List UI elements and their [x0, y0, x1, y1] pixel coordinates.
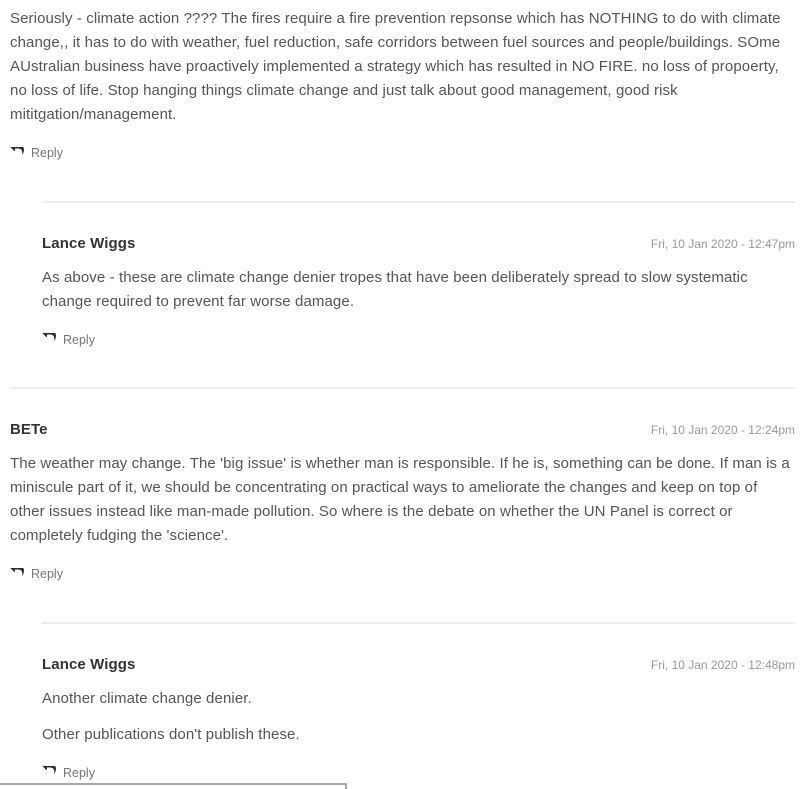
- reply-icon: [10, 147, 24, 161]
- comment-author: BETe: [10, 421, 48, 438]
- comment: [10, 420, 795, 587]
- comment-date: Fri, 10 Jan 2020 - 12:47pm: [650, 236, 795, 251]
- comment-text: The weather may change. The 'big issue' is whether man is responsible. If he is, something can be done. If man is a miniscule part of it, we should be concentrating on practical ways to ameliorate the changes and keep on top of other issues instead like man-made pollution. So where is the debate on whether the UN Panel is correct or completely fudging the 'science'.: [10, 455, 790, 544]
- comment-header: [42, 655, 795, 675]
- comment-divider: [42, 622, 795, 624]
- reply-link[interactable]: [10, 146, 63, 161]
- comment-date: Fri, 10 Jan 2020 - 12:24pm: [650, 423, 795, 437]
- comment-author: Lance Wiggs: [42, 234, 136, 252]
- reply-icon: [42, 766, 56, 780]
- reply-link[interactable]: [10, 567, 63, 582]
- reply-link[interactable]: [42, 333, 95, 348]
- comment-header: [42, 234, 795, 254]
- reply-row: [42, 333, 795, 353]
- comment-divider: [42, 201, 795, 203]
- comment: [42, 234, 795, 353]
- comment-header: [10, 420, 795, 440]
- comment-text: Seriously - climate action ???? The fires require a fire prevention repsonse which has NOTHING to do with climate change,, it has to do with weather, fuel reduction, safe corridors between fuel sources and people/buildings. SOme AUstralian business have proactively implemented a strategy which has resulted in NO FIRE. no loss of propoerty, no loss of life. Stop hanging things climate change and just talk about good management, good risk mititgation/management.: [10, 10, 781, 123]
- reply-link[interactable]: [42, 766, 95, 781]
- comment-date: Fri, 10 Jan 2020 - 12:48pm: [650, 657, 795, 672]
- reply-icon: [10, 568, 24, 582]
- comment: [42, 655, 795, 786]
- comment-text: Another climate change denier.: [42, 689, 252, 707]
- comment-divider: [10, 387, 795, 389]
- reply-label: Reply: [63, 765, 95, 780]
- reply-row: [10, 567, 795, 587]
- comment-partial: [10, 7, 795, 166]
- cropped-box-top-edge: [0, 783, 347, 789]
- reply-label: Reply: [63, 332, 95, 347]
- comment-author: Lance Wiggs: [42, 655, 136, 673]
- reply-icon: [42, 333, 56, 347]
- comment-text: As above - these are climate change denier tropes that have been deliberately spread to slow systematic change required to prevent far worse damage.: [42, 268, 748, 310]
- reply-row: [10, 146, 795, 166]
- reply-label: Reply: [31, 146, 63, 160]
- reply-label: Reply: [31, 567, 63, 581]
- comment-text: Other publications don't publish these.: [42, 725, 300, 743]
